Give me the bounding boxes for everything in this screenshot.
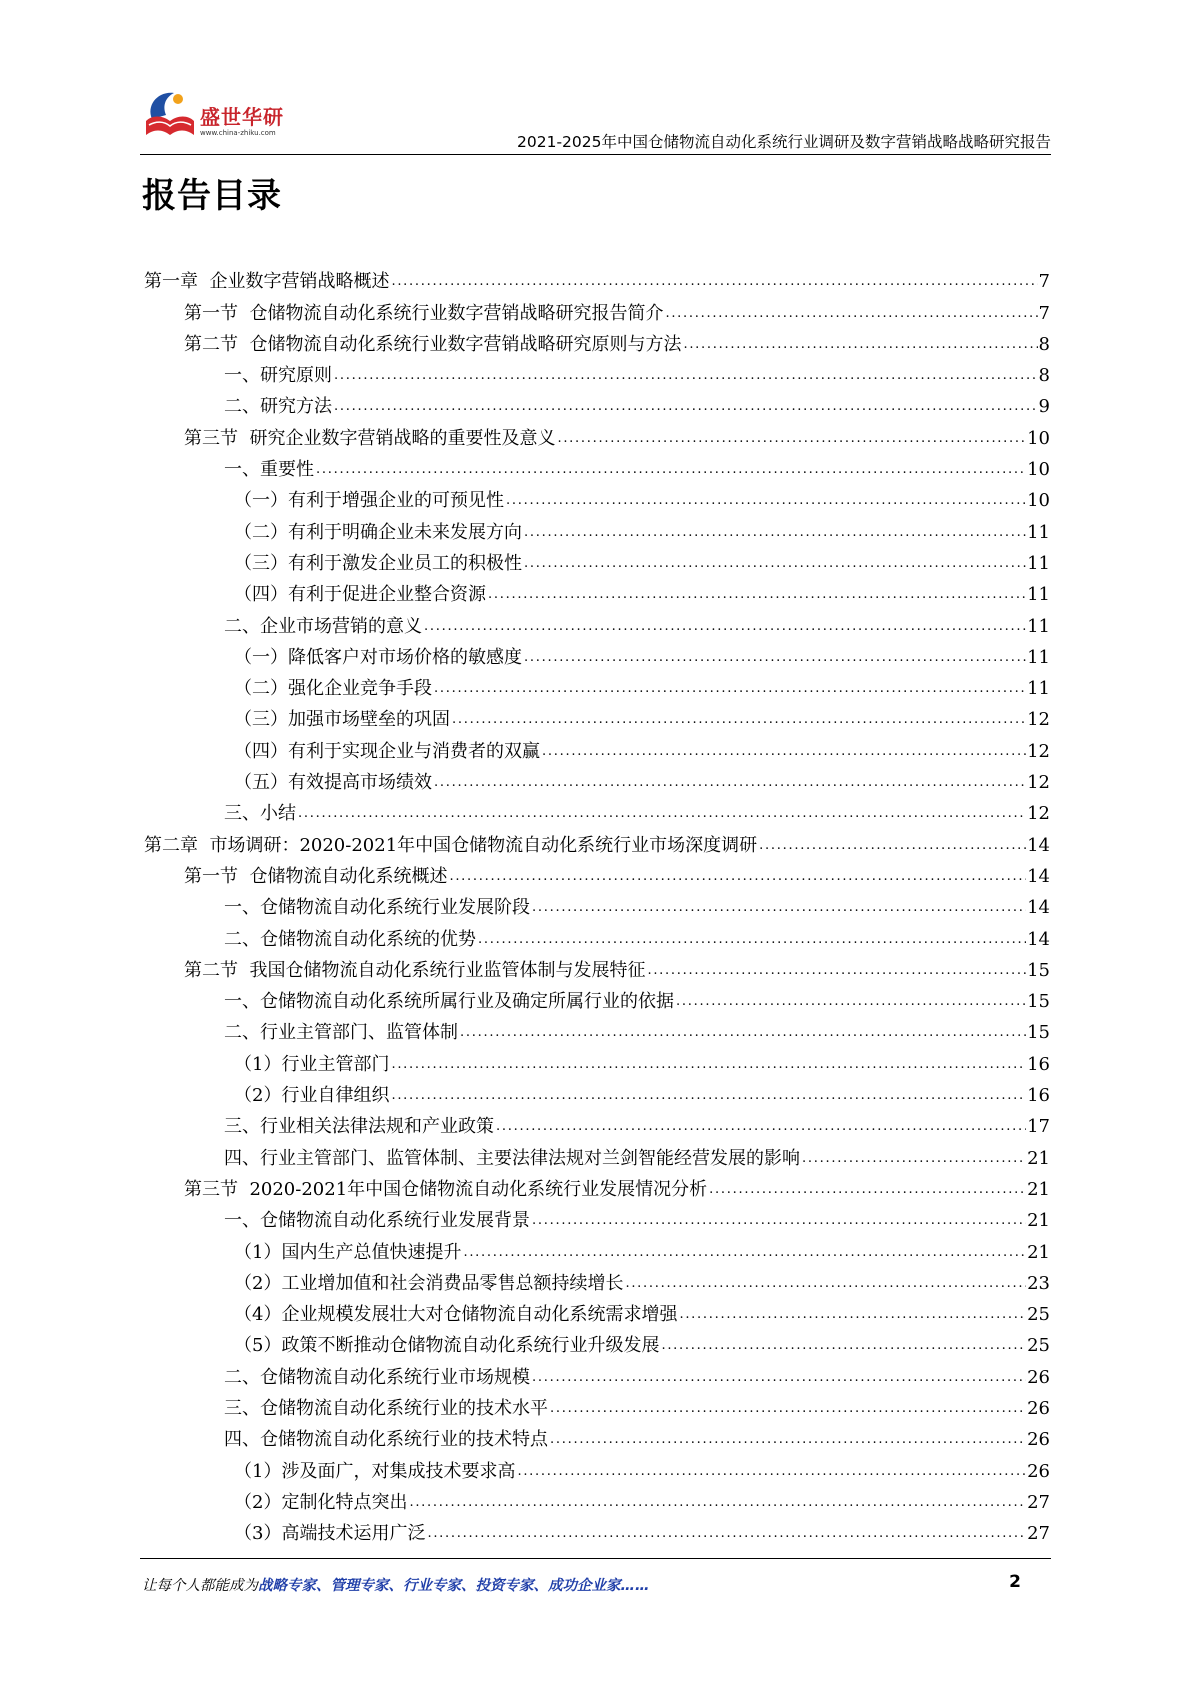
toc-entry[interactable] (140, 1170, 1050, 1201)
toc-entry-title: 一、仓储物流自动化系统行业发展阶段 (224, 897, 530, 919)
toc-entry-title: （3）高端技术运用广泛 (234, 1523, 426, 1545)
toc-entry-title: 二、仓储物流自动化系统行业市场规模 (224, 1366, 530, 1388)
toc-dot-leader (460, 1026, 1026, 1040)
toc-dot-leader (427, 1527, 1026, 1541)
toc-entry-page: 8 (1038, 365, 1050, 387)
toc-entry-page: 15 (1027, 1022, 1050, 1044)
toc-entry-page: 26 (1027, 1429, 1050, 1451)
toc-dot-leader (316, 463, 1026, 477)
toc-dot-leader (434, 682, 1026, 696)
toc-dot-leader (550, 1402, 1026, 1416)
toc-entry[interactable] (140, 418, 1050, 449)
toc-entry-page: 14 (1027, 834, 1050, 856)
toc-dot-leader (524, 557, 1026, 571)
toc-entry[interactable] (140, 450, 1050, 481)
toc-dot-leader (532, 1371, 1026, 1385)
toc-dot-leader (557, 432, 1026, 446)
toc-dot-leader (449, 870, 1026, 884)
toc-entry-page: 12 (1027, 709, 1050, 731)
toc-entry-title: 三、仓储物流自动化系统行业的技术水平 (224, 1397, 548, 1419)
toc-entry-title: （四）有利于实现企业与消费者的双赢 (234, 740, 540, 762)
toc-entry-title: 二、研究方法 (224, 396, 332, 418)
toc-entry[interactable] (140, 857, 1050, 888)
toc-dot-leader (452, 713, 1026, 727)
toc-entry-page: 12 (1027, 772, 1050, 794)
toc-entry-page: 15 (1027, 991, 1050, 1013)
footer-slogan-prefix: 让每个人都能成为 (142, 1578, 258, 1594)
toc-entry[interactable] (140, 731, 1050, 762)
toc-entry-page: 15 (1027, 959, 1050, 981)
toc-entry[interactable] (140, 763, 1050, 794)
toc-dot-leader (391, 275, 1037, 289)
toc-entry-page: 9 (1038, 396, 1050, 418)
toc-entry[interactable] (140, 1483, 1050, 1514)
toc-dot-leader (625, 1277, 1026, 1291)
toc-entry-page: 27 (1027, 1491, 1050, 1513)
toc-dot-leader (532, 901, 1026, 915)
toc-entry[interactable] (140, 325, 1050, 356)
toc-dot-leader (661, 1339, 1026, 1353)
toc-dot-leader (334, 369, 1038, 383)
toc-entry-title: （一）降低客户对市场价格的敏感度 (234, 646, 522, 668)
toc-dot-leader (542, 745, 1026, 759)
toc-entry-title: （1）国内生产总值快速提升 (234, 1241, 462, 1263)
toc-entry-title: 四、行业主管部门、监管体制、主要法律法规对兰剑智能经营发展的影响 (224, 1147, 800, 1169)
toc-entry-title: 第一节 仓储物流自动化系统概述 (184, 865, 448, 887)
toc-dot-leader (391, 1089, 1026, 1103)
toc-entry-page: 7 (1038, 302, 1050, 324)
toc-dot-leader (709, 1183, 1026, 1197)
toc-entry[interactable] (140, 1514, 1050, 1545)
toc-entry-title: 第一节 仓储物流自动化系统行业数字营销战略研究报告简介 (184, 302, 664, 324)
toc-entry-page: 14 (1027, 865, 1050, 887)
toc-entry[interactable] (140, 1357, 1050, 1388)
toc-entry[interactable] (140, 1420, 1050, 1451)
toc-entry-page: 12 (1027, 740, 1050, 762)
toc-entry[interactable] (140, 1044, 1050, 1075)
toc-entry[interactable] (140, 794, 1050, 825)
toc-entry[interactable] (140, 919, 1050, 950)
toc-entry-page: 21 (1027, 1147, 1050, 1169)
toc-entry-page: 12 (1027, 803, 1050, 825)
company-logo (140, 85, 300, 147)
toc-entry-title: 三、小结 (224, 803, 296, 825)
toc-entry-page: 11 (1027, 584, 1050, 606)
toc-entry-title: 四、仓储物流自动化系统行业的技术特点 (224, 1429, 548, 1451)
toc-dot-leader (298, 807, 1026, 821)
toc-entry[interactable] (140, 1389, 1050, 1420)
toc-entry-title: 第二节 我国仓储物流自动化系统行业监管体制与发展特征 (184, 959, 646, 981)
toc-entry-title: 第一章 企业数字营销战略概述 (144, 271, 390, 293)
toc-entry[interactable] (140, 512, 1050, 543)
toc-entry[interactable] (140, 1232, 1050, 1263)
toc-dot-leader (647, 964, 1026, 978)
toc-entry-page: 21 (1027, 1210, 1050, 1232)
toc-entry-page: 11 (1027, 552, 1050, 574)
toc-entry[interactable] (140, 1076, 1050, 1107)
toc-entry-page: 10 (1027, 459, 1050, 481)
toc-entry-page: 26 (1027, 1397, 1050, 1419)
toc-entry-page: 14 (1027, 897, 1050, 919)
report-title: 2021-2025年中国仓储物流自动化系统行业调研及数字营销战略战略研究报告 (517, 133, 1051, 151)
toc-dot-leader (463, 1246, 1026, 1260)
toc-entry-title: 二、行业主管部门、监管体制 (224, 1022, 458, 1044)
toc-entry[interactable] (140, 669, 1050, 700)
toc-entry[interactable] (140, 481, 1050, 512)
logo-mark-icon (140, 85, 200, 143)
toc-entry-title: （三）加强市场壁垒的巩固 (234, 709, 450, 731)
toc-entry-page: 16 (1027, 1085, 1050, 1107)
toc-entry[interactable] (140, 982, 1050, 1013)
toc-entry-title: 第二章 市场调研：2020-2021年中国仓储物流自动化系统行业市场深度调研 (144, 834, 758, 856)
toc-dot-leader (506, 494, 1026, 508)
toc-entry-page: 8 (1038, 333, 1050, 355)
toc-entry[interactable] (140, 1326, 1050, 1357)
toc-entry-title: 一、仓储物流自动化系统行业发展背景 (224, 1210, 530, 1232)
toc-entry[interactable] (140, 951, 1050, 982)
toc-dot-leader (665, 307, 1037, 321)
toc-entry[interactable] (140, 1013, 1050, 1044)
toc-entry-page: 10 (1027, 427, 1050, 449)
toc-entry-title: 一、研究原则 (224, 365, 332, 387)
header-divider (140, 154, 1051, 155)
page-heading: 报告目录 (142, 176, 282, 216)
toc-entry-title: 二、企业市场营销的意义 (224, 615, 422, 637)
toc-entry-page: 23 (1027, 1272, 1050, 1294)
toc-entry-title: （2）定制化特点突出 (234, 1491, 408, 1513)
toc-entry[interactable] (140, 262, 1050, 293)
toc-entry-title: （2）工业增加值和社会消费品零售总额持续增长 (234, 1272, 624, 1294)
toc-entry-page: 26 (1027, 1366, 1050, 1388)
toc-entry-title: 二、仓储物流自动化系统的优势 (224, 928, 476, 950)
toc-entry[interactable] (140, 1295, 1050, 1326)
toc-dot-leader (517, 1465, 1026, 1479)
toc-dot-leader (524, 526, 1026, 540)
toc-entry[interactable] (140, 544, 1050, 575)
toc-entry-page: 11 (1027, 678, 1050, 700)
toc-dot-leader (802, 1152, 1026, 1166)
toc-dot-leader (424, 620, 1026, 634)
toc-entry-page: 11 (1027, 646, 1050, 668)
toc-entry[interactable] (140, 356, 1050, 387)
toc-entry-title: （二）有利于明确企业未来发展方向 (234, 521, 522, 543)
toc-entry[interactable] (140, 1451, 1050, 1482)
toc-entry-title: （1）行业主管部门 (234, 1053, 390, 1075)
toc-entry-page: 17 (1027, 1116, 1050, 1138)
toc-dot-leader (679, 1308, 1026, 1322)
toc-entry-page: 25 (1027, 1304, 1050, 1326)
toc-dot-leader (532, 1214, 1026, 1228)
toc-entry-page: 7 (1038, 271, 1050, 293)
toc-entry[interactable] (140, 1264, 1050, 1295)
logo-name: 盛世华研 (200, 105, 284, 129)
table-of-contents (140, 262, 1050, 1545)
footer-divider (140, 1558, 1051, 1559)
toc-entry-title: 三、行业相关法律法规和产业政策 (224, 1116, 494, 1138)
footer-slogan-highlight: 战略专家、管理专家、行业专家、投资专家、成功企业家…… (258, 1578, 650, 1594)
toc-entry-page: 27 (1027, 1523, 1050, 1545)
toc-entry-title: 第三节 2020-2021年中国仓储物流自动化系统行业发展情况分析 (184, 1178, 708, 1200)
toc-entry-title: （2）行业自律组织 (234, 1085, 390, 1107)
toc-entry[interactable] (140, 1107, 1050, 1138)
toc-dot-leader (496, 1120, 1026, 1134)
toc-entry[interactable] (140, 825, 1050, 856)
toc-entry-page: 16 (1027, 1053, 1050, 1075)
toc-entry-title: （二）强化企业竞争手段 (234, 678, 432, 700)
toc-dot-leader (676, 995, 1026, 1009)
logo-url: www.china-zhiku.com (200, 129, 276, 137)
toc-dot-leader (478, 933, 1026, 947)
toc-dot-leader (524, 651, 1026, 665)
toc-dot-leader (759, 839, 1026, 853)
toc-entry-title: 一、重要性 (224, 459, 314, 481)
toc-entry-page: 11 (1027, 615, 1050, 637)
toc-entry-page: 10 (1027, 490, 1050, 512)
toc-entry-page: 11 (1027, 521, 1050, 543)
toc-entry-page: 21 (1027, 1241, 1050, 1263)
toc-entry[interactable] (140, 700, 1050, 731)
toc-entry-page: 14 (1027, 928, 1050, 950)
toc-entry-title: （一）有利于增强企业的可预见性 (234, 490, 504, 512)
toc-dot-leader (409, 1496, 1026, 1510)
toc-entry-title: （5）政策不断推动仓储物流自动化系统行业升级发展 (234, 1335, 660, 1357)
toc-dot-leader (683, 338, 1037, 352)
toc-entry-page: 21 (1027, 1178, 1050, 1200)
toc-entry[interactable] (140, 1201, 1050, 1232)
toc-dot-leader (334, 400, 1038, 414)
toc-dot-leader (488, 588, 1026, 602)
toc-entry[interactable] (140, 1138, 1050, 1169)
toc-entry[interactable] (140, 606, 1050, 637)
toc-entry-page: 26 (1027, 1460, 1050, 1482)
toc-entry[interactable] (140, 638, 1050, 669)
toc-dot-leader (391, 1058, 1026, 1072)
page-number: 2 (1009, 1572, 1021, 1592)
toc-entry-title: （四）有利于促进企业整合资源 (234, 584, 486, 606)
toc-entry-title: （三）有利于激发企业员工的积极性 (234, 552, 522, 574)
toc-entry-title: （1）涉及面广，对集成技术要求高 (234, 1460, 516, 1482)
toc-entry-title: 第三节 研究企业数字营销战略的重要性及意义 (184, 427, 556, 449)
toc-entry[interactable] (140, 387, 1050, 418)
toc-entry-title: （五）有效提高市场绩效 (234, 772, 432, 794)
toc-dot-leader (550, 1433, 1026, 1447)
toc-entry[interactable] (140, 293, 1050, 324)
toc-dot-leader (434, 776, 1026, 790)
toc-entry-title: 一、仓储物流自动化系统所属行业及确定所属行业的依据 (224, 991, 674, 1013)
toc-entry[interactable] (140, 888, 1050, 919)
toc-entry-page: 25 (1027, 1335, 1050, 1357)
footer-slogan (142, 1574, 650, 1595)
toc-entry-title: 第二节 仓储物流自动化系统行业数字营销战略研究原则与方法 (184, 333, 682, 355)
toc-entry-title: （4）企业规模发展壮大对仓储物流自动化系统需求增强 (234, 1304, 678, 1326)
toc-entry[interactable] (140, 575, 1050, 606)
